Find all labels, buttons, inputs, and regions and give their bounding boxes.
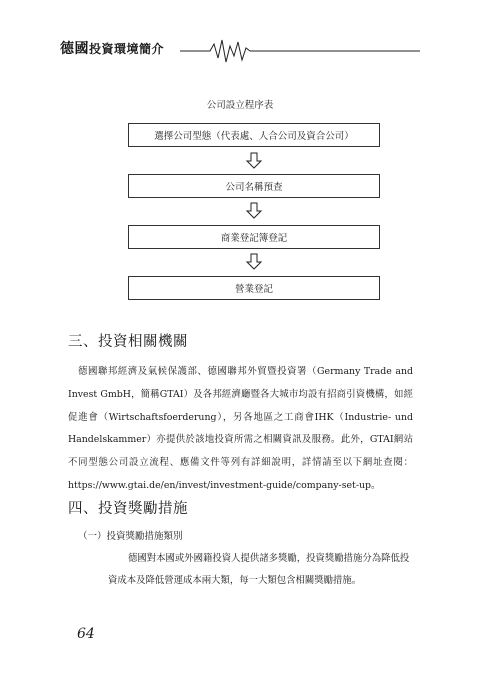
paragraph-line: 德國聯邦經濟及氣候保護部、德國聯邦外貿暨投資署（Germany Trade and: [78, 366, 413, 377]
paragraph-line: https://www.gtai.de/en/invest/investment-guide/company-set-up。: [68, 479, 381, 491]
sub-heading: （一）投資獎勵措施類別: [78, 531, 183, 542]
paragraph-line: 促進會（Wirtschaftsfoerderung），另各地區之工商會IHK（Industrie- und: [68, 411, 413, 423]
paragraph-line: Handelskammer）亦提供於該地投資所需之相關資訊及服務。此外，GTAI網站: [68, 434, 413, 446]
paragraph-line: Invest GmbH，簡稱GTAI）及各邦經濟廳暨各大城市均設有招商引資機構，如經: [68, 389, 413, 400]
section3-paragraph-cont: [68, 384, 413, 497]
flow-title: 公司設立程序表: [206, 100, 274, 111]
section-heading-3: 三、投資相關機關: [68, 334, 188, 350]
section4-paragraph: [128, 548, 418, 570]
running-header: [60, 36, 420, 66]
down-arrow-icon: [245, 253, 263, 271]
header-title-rest: 投資環境簡介: [89, 42, 165, 56]
flow-step-2: 公司名稱預查: [128, 174, 380, 198]
paragraph-line: 資成本及降低營運成本兩大類，每一大類包含相關獎勵措施。: [108, 575, 362, 586]
down-arrow-icon: [245, 152, 263, 170]
page-number: 64: [77, 626, 95, 642]
section4-paragraph-cont: [108, 570, 418, 592]
header-title-big: 德國: [60, 41, 89, 57]
down-arrow-icon: [245, 202, 263, 220]
flow-step-1: 選擇公司型態（代表處、人合公司及資合公司）: [128, 123, 380, 147]
section3-paragraph: [78, 361, 413, 384]
section-heading-4: 四、投資獎勵措施: [68, 501, 188, 517]
paragraph-line: 不同型態公司設立流程、應備文件等列有詳細說明，詳情請至以下網址查閱：: [68, 457, 413, 469]
flow-step-3: 商業登記簿登記: [128, 225, 380, 249]
flow-step-4: 營業登記: [128, 276, 380, 300]
header-title: [60, 38, 164, 58]
paragraph-line: 德國對本國或外國籍投資人提供諸多獎勵，投資獎勵措施分為降低投: [128, 553, 410, 564]
